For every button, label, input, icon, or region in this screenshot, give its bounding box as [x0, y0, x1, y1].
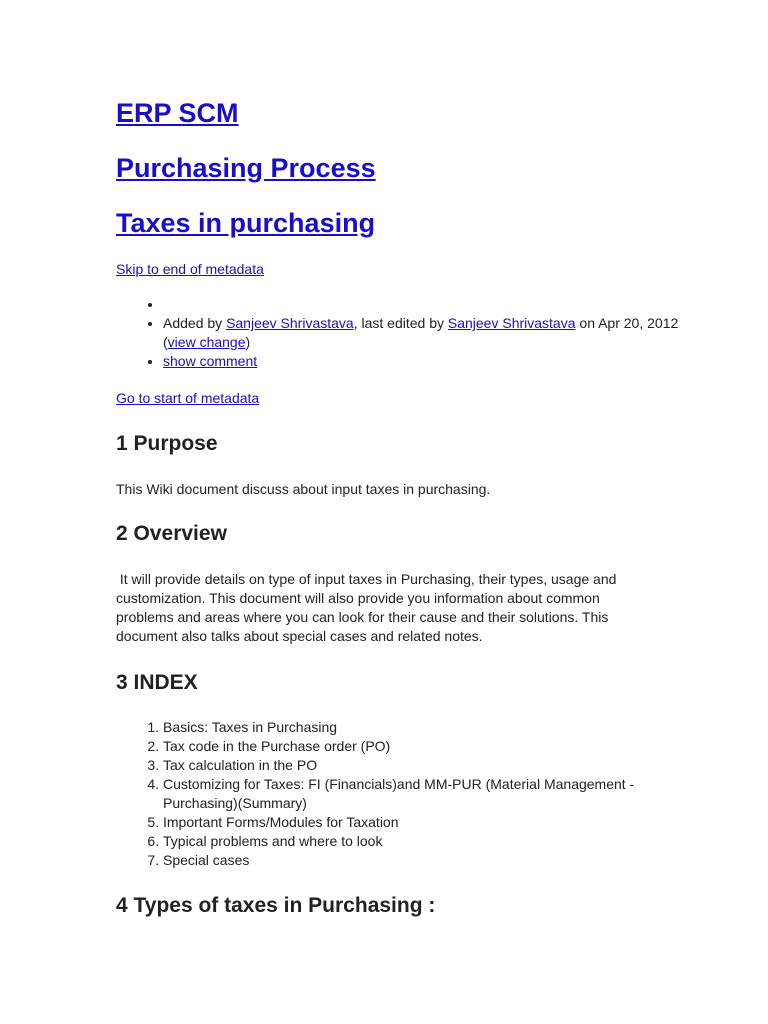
edited-by-label: , last edited by [353, 315, 448, 331]
breadcrumb-taxes-in-purchasing[interactable]: Taxes in purchasing [116, 208, 376, 238]
section-purpose-text: This Wiki document discuss about input taxes in purchasing. [116, 481, 491, 497]
index-list [116, 718, 643, 870]
section-types-heading: 4 Types of taxes in Purchasing : [116, 894, 436, 917]
metadata-list [116, 295, 683, 371]
index-item: 6. Typical problems and where to look [163, 832, 643, 851]
view-change-link[interactable]: view change [167, 334, 246, 350]
breadcrumb-purchasing-process[interactable]: Purchasing Process [116, 153, 376, 183]
edited-date: on Apr 20, 2012 ( [163, 315, 679, 350]
section-overview-heading: 2 Overview [116, 522, 227, 545]
breadcrumb-erp-scm[interactable]: ERP SCM [116, 98, 239, 128]
section-index-heading: 3 INDEX [116, 671, 198, 694]
added-by-label: Added by [163, 315, 227, 331]
metadata-empty-item [163, 295, 683, 314]
section-overview-text: It will provide details on type of input taxes in Purchasing, their types, usage and customization. This document will also provide you information about common problems and areas where you can look for their cause and their solutions. This document also talks about special cases and related notes. [116, 571, 621, 644]
section-purpose-heading: 1 Purpose [116, 432, 218, 455]
metadata-comment-item [163, 352, 683, 371]
index-item: 3. Tax calculation in the PO [163, 756, 643, 775]
go-to-start-of-metadata-link[interactable]: Go to start of metadata [116, 390, 260, 406]
index-item: 2. Tax code in the Purchase order (PO) [163, 737, 643, 756]
editor-link[interactable]: Sanjeev Shrivastava [447, 315, 576, 331]
metadata-author-item [163, 314, 683, 352]
close-paren: ) [245, 334, 251, 350]
skip-to-end-of-metadata-link[interactable]: Skip to end of metadata [116, 261, 264, 277]
index-item: 5. Important Forms/Modules for Taxation [163, 813, 643, 832]
index-item: 4. Customizing for Taxes: FI (Financials)and MM-PUR (Material Management - Purchasing)(Summary) [163, 775, 643, 813]
index-item: 7. Special cases [163, 851, 643, 870]
index-item: 1. Basics: Taxes in Purchasing [163, 718, 643, 737]
author-link[interactable]: Sanjeev Shrivastava [226, 315, 354, 331]
show-comment-link[interactable]: show comment [163, 353, 258, 369]
